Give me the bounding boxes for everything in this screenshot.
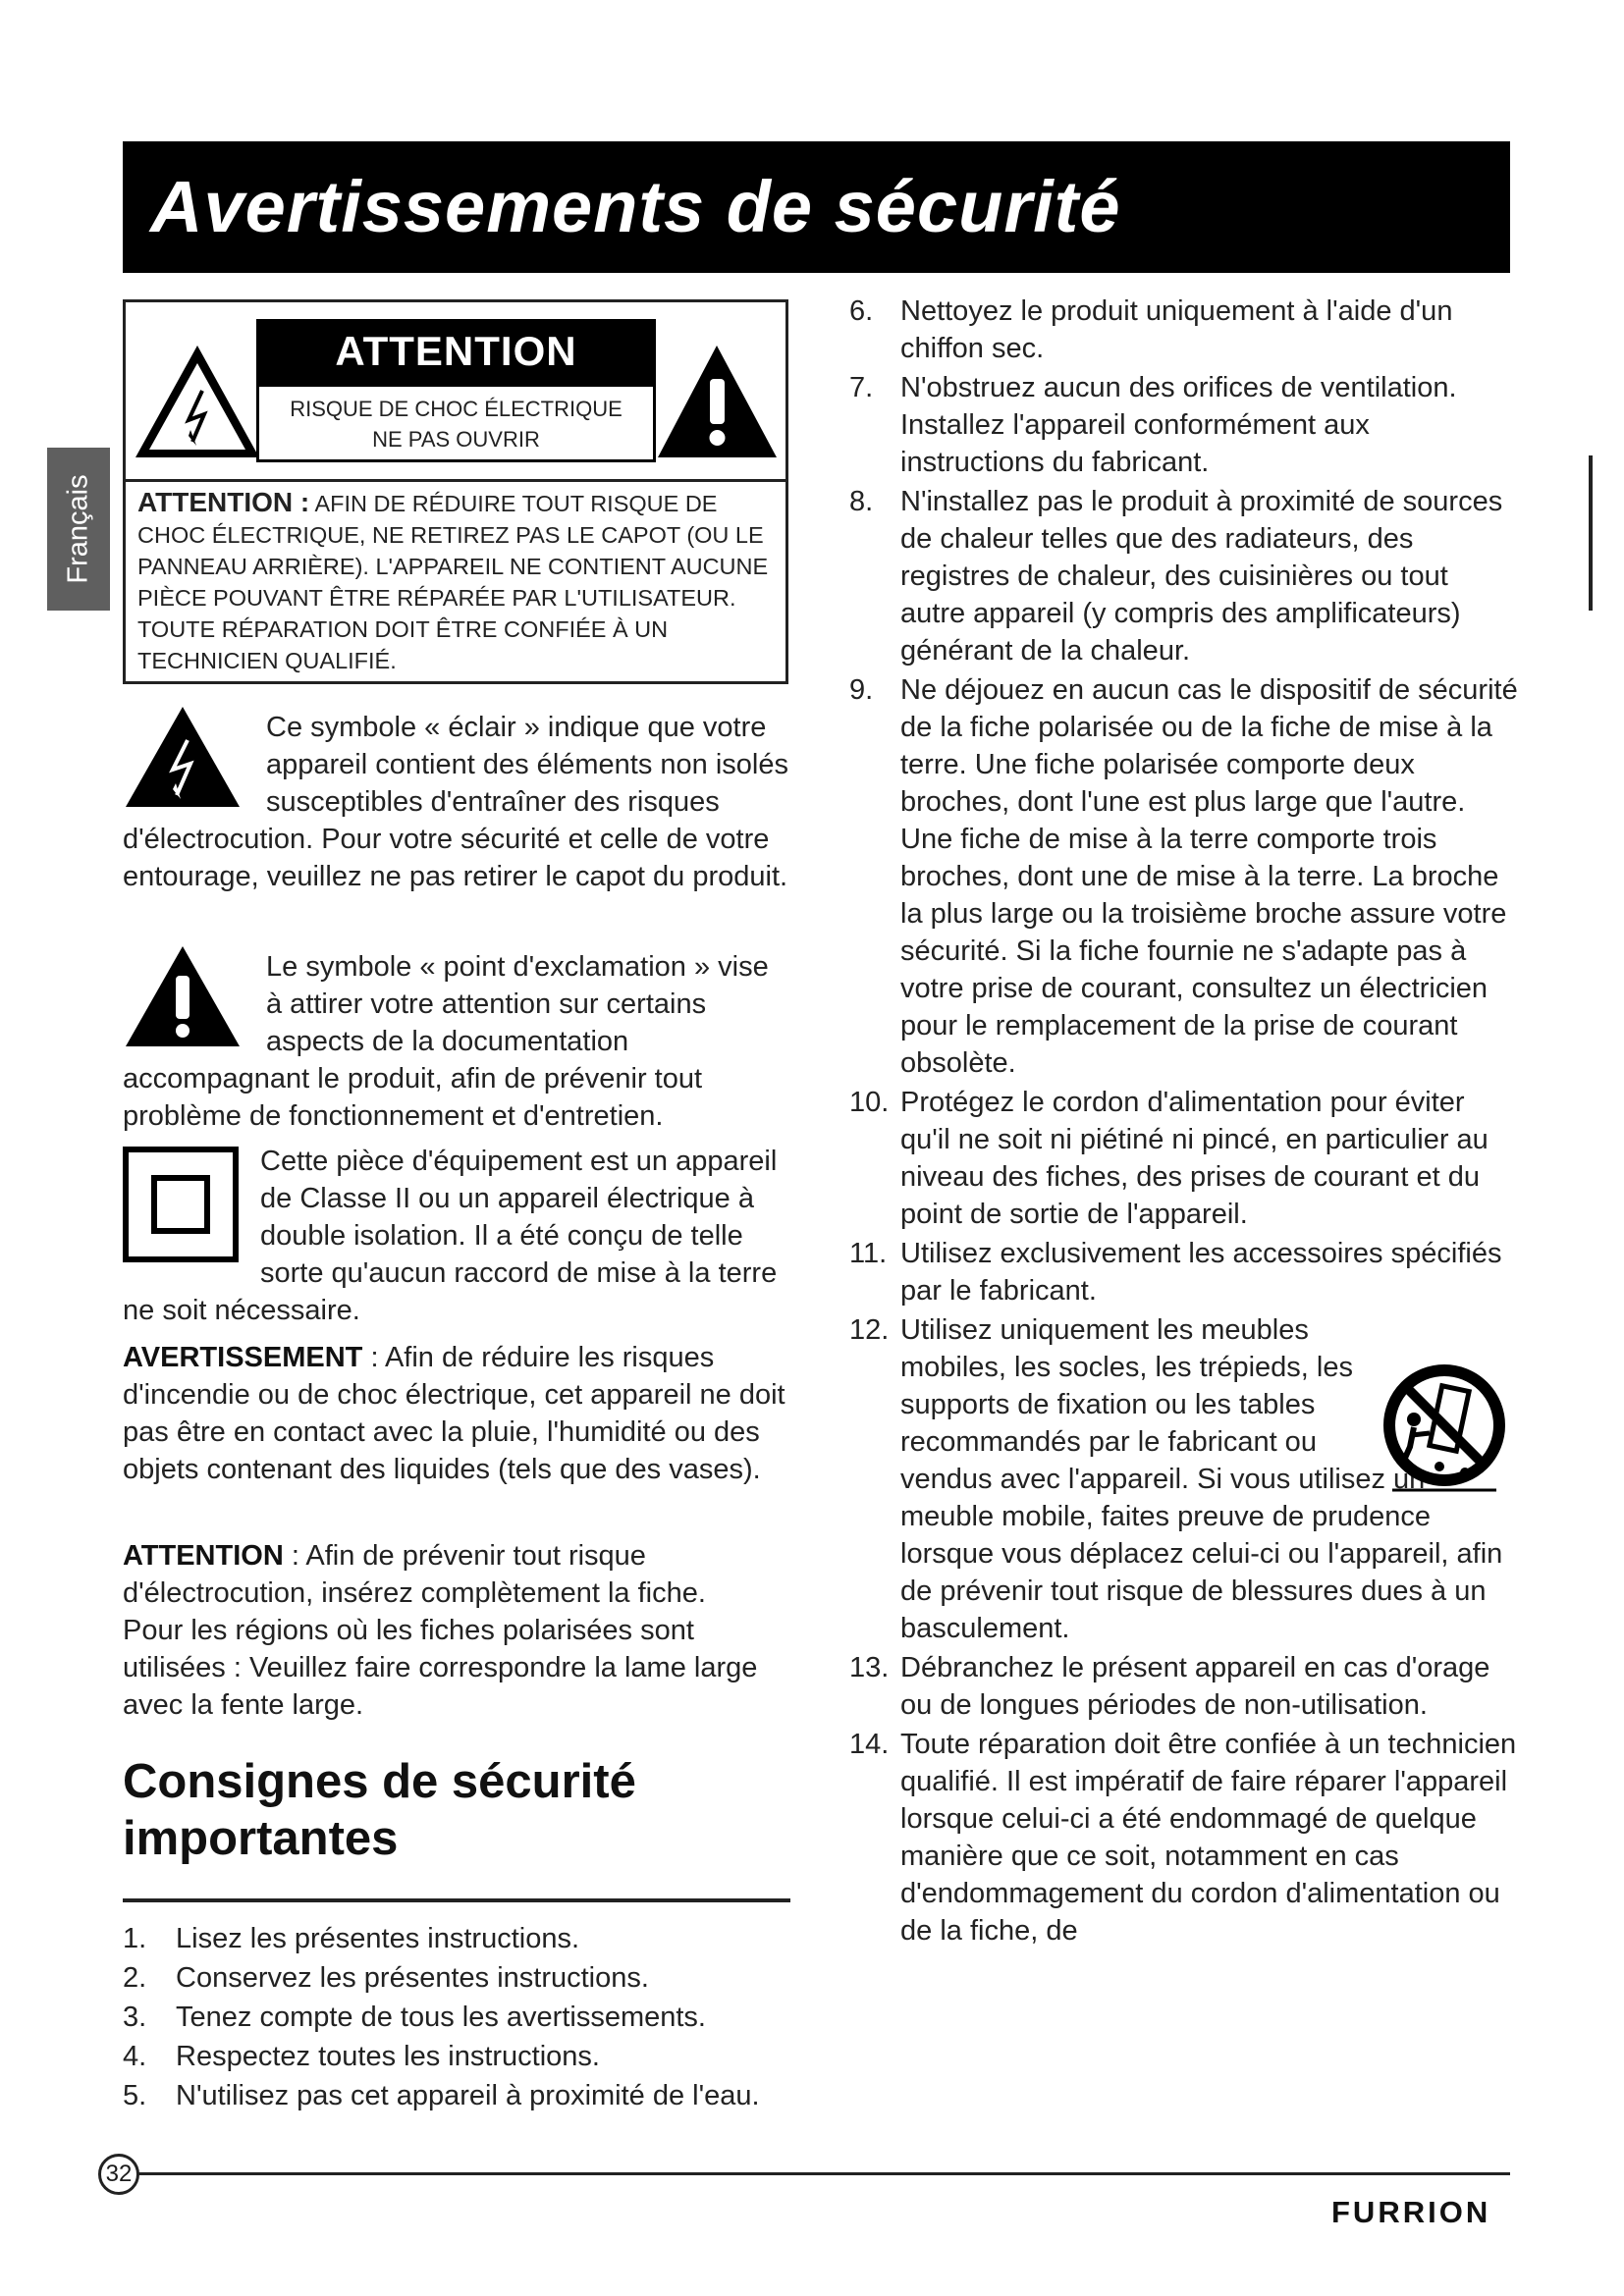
instruction-text: Nettoyez le produit uniquement à l'aide d'un chiffon sec. xyxy=(900,295,1453,364)
language-tab-label: Français xyxy=(62,474,94,584)
attention-paragraph xyxy=(123,1537,790,1724)
instruction-number: 1. xyxy=(123,1923,147,1954)
instruction-text: Utilisez exclusivement les accessoires spécifiés par le fabricant. xyxy=(900,1238,1502,1307)
instruction-item xyxy=(849,1726,1519,1949)
instruction-number: 10. xyxy=(849,1087,890,1118)
class2-text: Cette pièce d'équipement est un appareil de Classe II ou un appareil électrique à double isolation. Il a été conçu de telle sorte qu'aucun raccord de mise à la terre ne soit nécessaire. xyxy=(123,1146,778,1326)
instruction-number: 4. xyxy=(123,2041,147,2072)
instruction-number: 14. xyxy=(849,1729,890,1760)
instruction-item xyxy=(849,1235,1519,1309)
instruction-number: 13. xyxy=(849,1652,890,1683)
instruction-number: 3. xyxy=(123,2002,147,2033)
instruction-number: 8. xyxy=(849,486,874,517)
caution-subtitle-line2: NE PAS OUVRIR xyxy=(372,427,540,452)
caution-box xyxy=(123,299,788,684)
warning-text: : Afin de réduire les risques d'incendie ou de choc électrique, cet appareil ne doit pas être en contact avec la pluie, l'humidité ou des objets contenant des liquides (tels que des vases). xyxy=(123,1342,785,1485)
warning-label: AVERTISSEMENT xyxy=(123,1342,363,1373)
instruction-item xyxy=(849,293,1519,367)
exclamation-triangle-icon xyxy=(656,344,779,459)
instruction-text: Lisez les présentes instructions. xyxy=(176,1923,580,1954)
page-title-banner xyxy=(123,141,1510,273)
attention-text: : Afin de prévenir tout risque d'électrocution, insérez complètement la fiche. xyxy=(123,1540,706,1609)
margin-marker xyxy=(1589,455,1593,611)
instruction-number: 9. xyxy=(849,674,874,706)
instruction-text: Protégez le cordon d'alimentation pour éviter qu'il ne soit ni piétiné ni pincé, en particulier au niveau des fiches, des prises de courant et du point de sortie de l'appareil. xyxy=(900,1087,1489,1230)
instruction-text: Conservez les présentes instructions. xyxy=(176,1962,649,1994)
caution-warning-label: ATTENTION : xyxy=(137,487,310,517)
instruction-item xyxy=(849,1084,1519,1233)
class2-description xyxy=(123,1143,790,1329)
instruction-item xyxy=(123,1999,790,2036)
instruction-number: 11. xyxy=(849,1238,888,1269)
instruction-item xyxy=(123,1920,790,1957)
instruction-text: N'utilisez pas cet appareil à proximité de l'eau. xyxy=(176,2080,760,2111)
instruction-number: 6. xyxy=(849,295,874,327)
footer-divider xyxy=(130,2172,1510,2175)
attention-label: ATTENTION xyxy=(123,1540,284,1572)
instruction-text: Utilisez uniquement les meubles mobiles, les socles, les trépieds, les supports de fixation ou les tables recommandés par le fabricant ou vendus avec l'appareil. Si vous utilisez un meuble mobile, faites preuve de prudence lorsque vous déplacez celui-ci ou l'appareil, afin de prévenir tout risque de blessures dues à un basculement. xyxy=(900,1314,1503,1644)
instruction-number: 12. xyxy=(849,1314,890,1346)
lightning-symbol-text: Ce symbole « éclair » indique que votre appareil contient des éléments non isolés susceptibles d'entraîner des risques d'électrocution. Pour votre sécurité et celle de votre entourage, veuillez ne pas retirer le capot du produit. xyxy=(123,712,788,892)
instruction-item xyxy=(123,2038,790,2075)
caution-warning xyxy=(137,487,776,676)
instructions-list-right xyxy=(849,293,1519,1951)
page-number: 32 xyxy=(98,2154,139,2195)
instruction-text: Respectez toutes les instructions. xyxy=(176,2041,600,2072)
instruction-item xyxy=(123,1959,790,1997)
lightning-symbol-description xyxy=(123,709,790,895)
instruction-item xyxy=(849,671,1519,1082)
instruction-item xyxy=(849,1649,1519,1724)
lightning-triangle-icon xyxy=(134,344,261,459)
instruction-text: N'obstruez aucun des orifices de ventilation. Installez l'appareil conformément aux instructions du fabricant. xyxy=(900,372,1457,478)
instructions-list-left xyxy=(123,1920,790,2116)
instruction-text: Ne déjouez en aucun cas le dispositif de sécurité de la fiche polarisée ou de la fiche de mise à la terre. Une fiche polarisée comporte deux broches, dont l'une est plus large que l'autre. Une fiche de mise à la terre comporte trois broches, dont une de mise à la terre. La broche la plus large ou la troisième broche assure votre sécurité. Si la fiche fournie ne s'adapte pas à votre prise de courant, consultez un électricien pour le remplacement de la prise de courant obsolète. xyxy=(900,674,1518,1079)
instruction-item xyxy=(849,369,1519,481)
caution-subtitle-line1: RISQUE DE CHOC ÉLECTRIQUE xyxy=(290,397,623,421)
section-divider xyxy=(123,1898,790,1902)
instruction-item xyxy=(849,483,1519,669)
instruction-number: 5. xyxy=(123,2080,147,2111)
page-title: Avertissements de sécurité xyxy=(150,166,1121,247)
language-tab xyxy=(47,448,110,611)
caution-warning-text: AFIN DE RÉDUIRE TOUT RISQUE DE CHOC ÉLECTRIQUE, NE RETIREZ PAS LE CAPOT (OU LE PANNEAU ARRIÈRE). L'APPAREIL NE CONTIENT AUCUNE PIÈCE POUVANT ÊTRE RÉPARÉE PAR L'UTILISATEUR. TOUTE RÉPARATION DOIT ÊTRE CONFIÉE À UN TECHNICIEN QUALIFIÉ. xyxy=(137,491,769,673)
brand-logo: FURRION xyxy=(1331,2195,1491,2229)
caution-header xyxy=(126,302,785,482)
instruction-number: 2. xyxy=(123,1962,147,1994)
exclamation-symbol-text: Le symbole « point d'exclamation » vise à attirer votre attention sur certains aspects de la documentation accompagnant le produit, afin de prévenir tout problème de fonctionnement et d'entretien. xyxy=(123,951,769,1132)
exclamation-symbol-description xyxy=(123,948,790,1135)
cart-tip-over-warning-icon xyxy=(1371,1364,1518,1502)
instruction-number: 7. xyxy=(849,372,874,403)
caution-title: ATTENTION xyxy=(256,319,656,384)
instruction-text: Toute réparation doit être confiée à un technicien qualifié. Il est impératif de faire réparer l'appareil lorsque celui-ci a été endommagé de quelque manière que ce soit, notamment en cas d'endommagement du cordon d'alimentation ou de la fiche, de xyxy=(900,1729,1517,1947)
instruction-text: N'installez pas le produit à proximité de sources de chaleur telles que des radiateurs, des registres de chaleur, des cuisinières ou tout autre appareil (y compris des amplificateurs) générant de la chaleur. xyxy=(900,486,1503,667)
instruction-item xyxy=(123,2077,790,2114)
instruction-text: Tenez compte de tous les avertissements. xyxy=(176,2002,706,2033)
attention-text-2: Pour les régions où les fiches polarisées sont utilisées : Veuillez faire correspondre la lame large avec la fente large. xyxy=(123,1615,758,1721)
caution-subtitle xyxy=(256,384,656,462)
section-title: Consignes de sécurité importantes xyxy=(123,1755,636,1865)
instruction-text: Débranchez le présent appareil en cas d'orage ou de longues périodes de non-utilisation. xyxy=(900,1652,1490,1721)
warning-paragraph xyxy=(123,1339,790,1488)
